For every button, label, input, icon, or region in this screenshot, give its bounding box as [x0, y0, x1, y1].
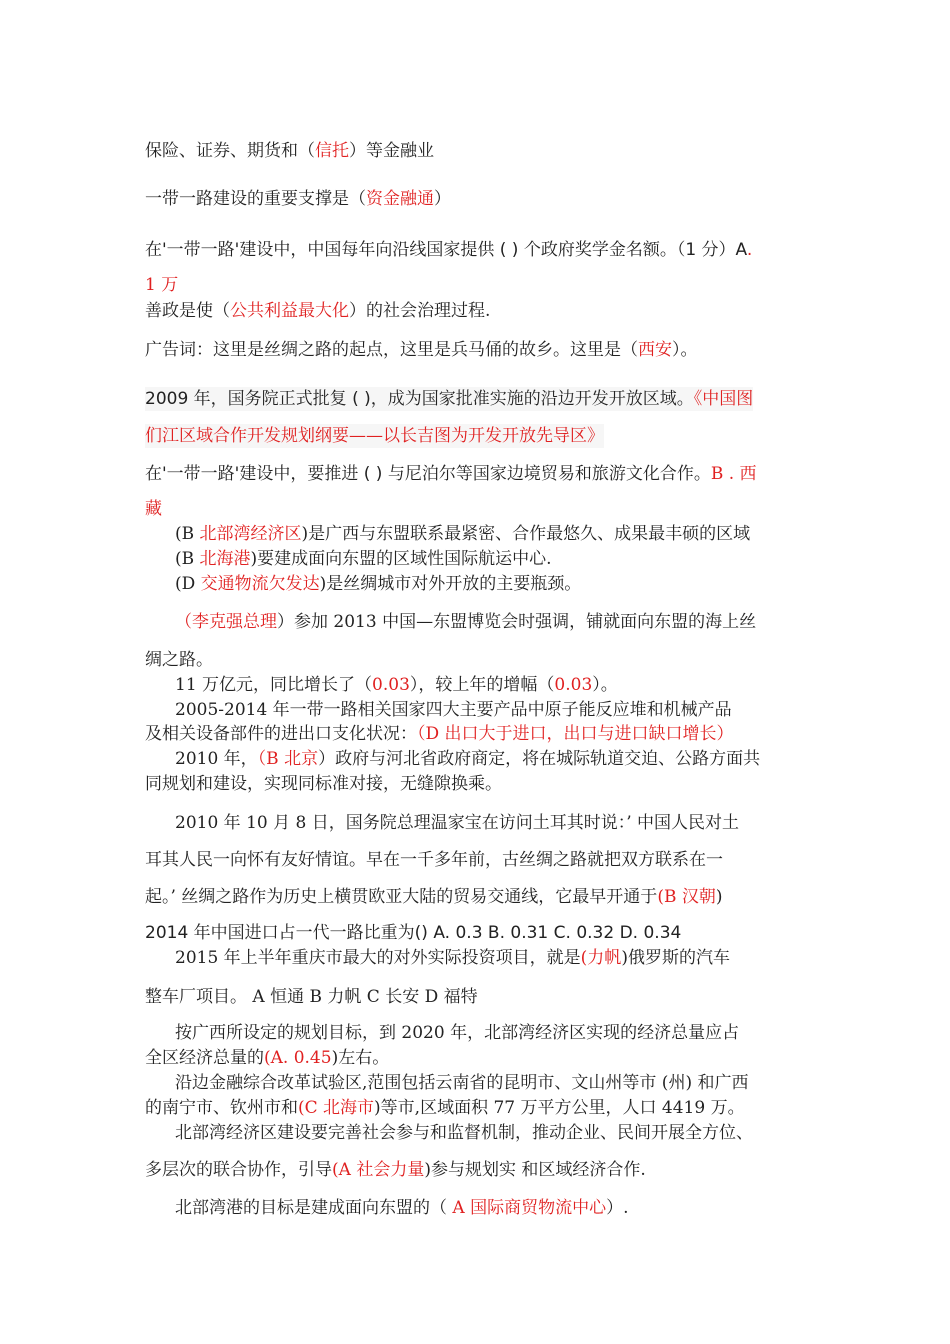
question-text: 北部湾经济区建设要完善社会参与和监督机制，推动企业、民间开展全方位、 — [175, 1123, 753, 1143]
question-line — [145, 921, 681, 945]
question-line — [145, 187, 451, 211]
question-text: ）。 — [592, 675, 618, 695]
question-text: 在'一带一路'建设中，要推进 ( ) 与尼泊尔等国家边境贸易和旅游文化合作。 — [145, 464, 711, 484]
question-text: )等市,区域面积 77 万平方公里，人口 4419 万。 — [374, 1098, 745, 1118]
answer-text: A 国际商贸物流中心 — [447, 1198, 607, 1218]
question-text: 同规划和建设，实现同标准对接，无缝隙换乘。 — [145, 774, 502, 794]
question-line — [145, 387, 753, 411]
question-text: ）参加 2013 中国—东盟博览会时强调，铺就面向东盟的海上丝 — [277, 612, 757, 632]
question-text: ） — [434, 189, 451, 209]
question-text: 绸之路。 — [145, 650, 213, 670]
question-line — [175, 946, 730, 970]
question-text: 多层次的联合协作，引导 — [145, 1160, 332, 1180]
answer-text: 资金融通 — [366, 189, 434, 209]
question-text: )要建成面向东盟的区域性国际航运中心. — [250, 549, 552, 569]
question-text: 2014 年中国进口占一代一路比重为() A. 0.3 B. 0.31 C. 0.32 D. 0.34 — [145, 923, 682, 943]
question-line — [145, 885, 722, 909]
question-line — [145, 985, 478, 1009]
answer-text: (C 北海市 — [298, 1098, 375, 1118]
answer-text: 北部湾经济区 — [199, 524, 302, 544]
question-text: ）等金融业 — [349, 141, 434, 161]
answer-text: （李克强总理 — [175, 612, 277, 632]
question-line — [145, 1046, 389, 1070]
question-line — [175, 747, 760, 771]
question-text: 善政是使（ — [145, 301, 230, 321]
question-line — [145, 338, 698, 362]
question-text: )是广西与东盟联系最紧密、合作最悠久、成果最丰硕的区域 — [301, 524, 751, 544]
question-line — [175, 1021, 739, 1045]
answer-text: 0.03 — [372, 675, 410, 695]
answer-text: 交通物流欠发达 — [200, 574, 320, 594]
question-line — [175, 610, 756, 634]
question-line — [175, 1071, 748, 1095]
question-line — [145, 648, 213, 672]
question-line — [145, 772, 502, 796]
question-text: (B — [175, 549, 200, 569]
question-text: 北部湾港的目标是建成面向东盟的（ — [175, 1198, 447, 1218]
question-text: 2009 年，国务院正式批复 ( )，成为国家批准实施的沿边开发开放区域。 — [145, 389, 694, 409]
question-line — [145, 848, 723, 872]
question-text: 沿边金融综合改革试验区,范围包括云南省的昆明市、文山州等市 (州) 和广西 — [175, 1073, 749, 1093]
question-text: (B — [175, 524, 200, 544]
answer-text: 公共利益最大化 — [230, 301, 349, 321]
question-line — [175, 811, 739, 835]
question-line — [175, 1196, 629, 1220]
question-text: )参与规划实 和区域经济合作. — [424, 1160, 646, 1180]
question-line — [145, 299, 490, 323]
question-text: 2010 年， — [175, 749, 258, 769]
answer-text: (A. 0.45 — [264, 1048, 332, 1068]
question-text: ）政府与河北省政府商定，将在城际轨道交迫、公路方面共 — [318, 749, 761, 769]
question-line — [145, 238, 752, 262]
question-text: 耳其人民一向怀有友好情谊。早在一千多年前，古丝绸之路就把双方联系在一 — [145, 850, 723, 870]
question-text: 2010 年 10 月 8 日，国务院总理温家宝在访问土耳其时说：’ 中国人民对土 — [175, 813, 740, 833]
answer-text: . — [746, 240, 753, 260]
question-text: 2015 年上半年重庆市最大的对外实际投资项目，就是 — [175, 948, 581, 968]
question-line — [175, 547, 552, 571]
answer-text: 藏 — [145, 499, 162, 519]
question-line — [175, 698, 732, 722]
question-text: 一带一路建设的重要支撑是（ — [145, 189, 366, 209]
question-text: 在'一带一路'建设中，中国每年向沿线国家提供 ( ) 个政府奖学金名额。（1 分）A — [145, 240, 747, 260]
answer-text: B . 西 — [710, 464, 757, 484]
question-line — [145, 1158, 646, 1182]
question-text: ）. — [606, 1198, 629, 1218]
question-text: 2005-2014 年一带一路相关国家四大主要产品中原子能反应堆和机械产品 — [175, 700, 732, 720]
question-text: 广告词：这里是丝绸之路的起点，这里是兵马俑的故乡。这里是（ — [145, 340, 638, 360]
question-text: 全区经济总量的 — [145, 1048, 264, 1068]
question-text: 11 万亿元，同比增长了（ — [175, 675, 373, 695]
question-text: 保险、证券、期货和（ — [145, 141, 315, 161]
question-line — [175, 522, 750, 546]
question-text: )俄罗斯的汽车 — [621, 948, 730, 968]
question-text: ) — [715, 887, 723, 907]
answer-line — [145, 273, 178, 297]
question-line — [175, 1121, 753, 1145]
question-line — [175, 673, 618, 697]
answer-text: 《中国图 — [693, 389, 754, 409]
answer-line — [145, 424, 604, 448]
answer-text: (力帆 — [580, 948, 622, 968]
answer-text: 北海港 — [199, 549, 251, 569]
answer-text: （B 北京 — [257, 749, 319, 769]
question-text: ）的社会治理过程. — [349, 301, 491, 321]
question-text: 整车厂项目。 A 恒通 B 力帆 C 长安 D 福特 — [145, 987, 478, 1007]
question-line — [145, 462, 757, 486]
answer-text: 们江区域合作开发规划纲要——以长吉图为开发开放先导区》 — [145, 426, 604, 446]
answer-text: 1 万 — [145, 275, 179, 295]
answer-text: (B 汉朝 — [657, 887, 716, 907]
question-text: ），较上年的增幅（ — [409, 675, 555, 695]
question-text: ）。 — [672, 340, 698, 360]
answer-line — [145, 497, 162, 521]
question-line — [145, 1096, 745, 1120]
question-line — [145, 139, 434, 163]
answer-text: 西安 — [638, 340, 672, 360]
question-text: )是丝绸城市对外开放的主要瓶颈。 — [319, 574, 582, 594]
answer-text: 信托 — [315, 141, 349, 161]
question-line — [145, 722, 734, 746]
question-text: 的南宁市、钦州市和 — [145, 1098, 298, 1118]
answer-text: 0.03 — [554, 675, 593, 695]
question-text: )左右。 — [331, 1048, 390, 1068]
question-text: (D — [175, 574, 201, 594]
question-line — [175, 572, 581, 596]
question-text: 按广西所设定的规划目标，到 2020 年，北部湾经济区实现的经济总量应占 — [175, 1023, 740, 1043]
question-text: 起。’ 丝绸之路作为历史上横贯欧亚大陆的贸易交通线，它最早开通于 — [145, 887, 658, 907]
question-text: 及相关设备部件的进出口支化状况： — [145, 724, 417, 744]
answer-text: (A 社会力量 — [332, 1160, 425, 1180]
answer-text: （D 出口大于进口，出口与进口缺口增长） — [417, 724, 734, 744]
